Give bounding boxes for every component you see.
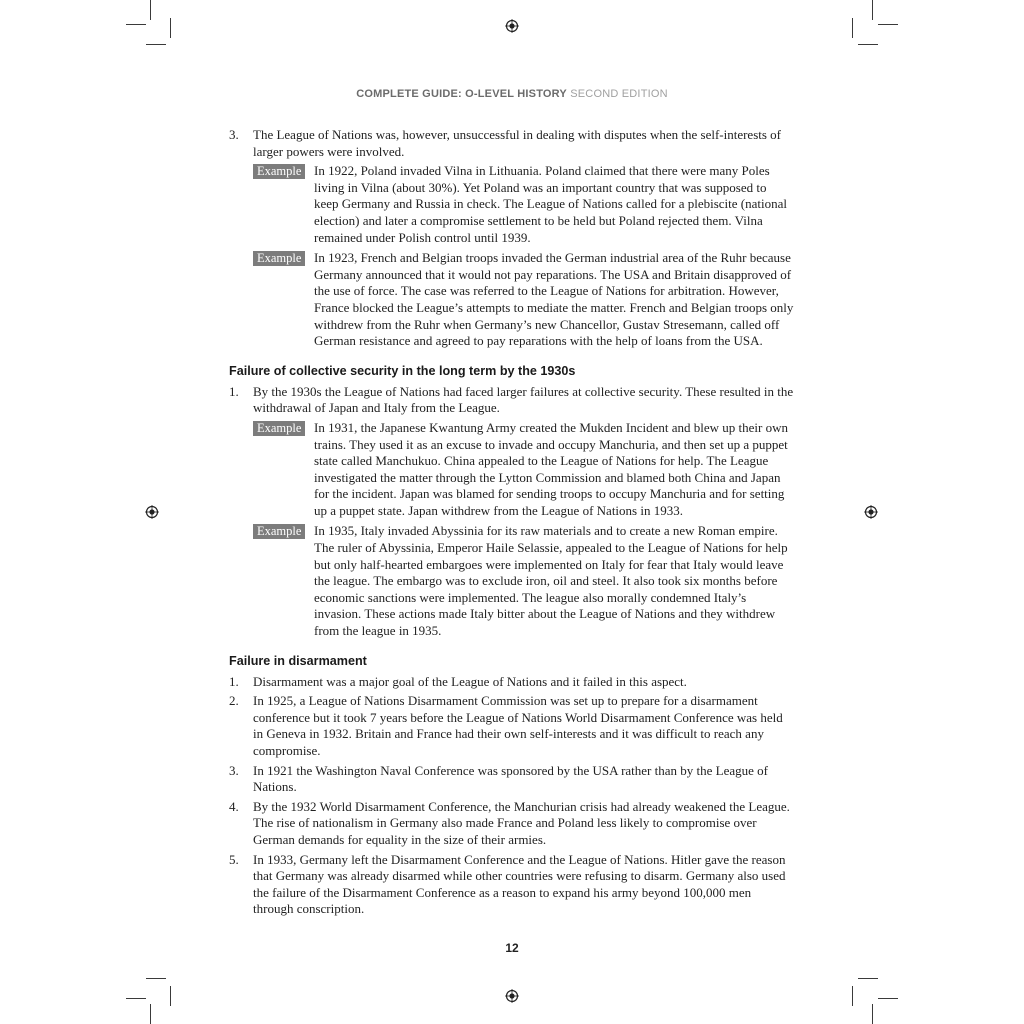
page-body [229,127,794,921]
list-item-text: In 1921 the Washington Naval Conference was sponsored by the USA rather than by the League of Nations. [253,762,768,795]
list-number: 2. [229,693,239,709]
registration-mark-icon [505,19,519,33]
registration-mark-icon [145,505,159,519]
crop-mark [872,0,873,20]
crop-mark [878,24,898,25]
example-text: In 1935, Italy invaded Abyssinia for its raw materials and to create a new Roman empire. The ruler of Abyssinia, Emperor Haile Selassie, appealed to the League of Nations for help but only half-hearted embargoes were implemented on Italy for fear that Italy would leave the league. The embargo was to exclude iron, oil and steel. It also took six months before economic sanctions were implemented. The league also morally condemned Italy’s invasion. These actions made Italy bitter about the League of Nations and they withdrew from the league in 1935. [314,523,788,639]
registration-mark-icon [864,505,878,519]
example-label: Example [253,421,305,436]
crop-mark [852,986,853,1006]
crop-mark [858,44,878,45]
list-item [229,674,794,691]
list-item [229,799,794,849]
crop-mark [146,44,166,45]
list-number: 1. [229,673,239,689]
list-item-text: In 1925, a League of Nations Disarmament Commission was set up to prepare for a disarmament conference but it took 7 years before the League of Nations World Disarmament Conference was held in Geneva in 1932. Britain and France had their own self-interests and it was difficult to reach any compromise. [253,693,783,758]
example-block [253,420,794,520]
example-block [253,163,794,246]
running-header [0,88,1024,100]
header-edition: SECOND EDITION [570,88,668,100]
crop-mark [150,0,151,20]
crop-mark [858,978,878,979]
crop-mark [872,1004,873,1024]
list-item-text: In 1933, Germany left the Disarmament Conference and the League of Nations. Hitler gave the reason that Germany was already disarmed while other countries were refusing to disarm. Germany also used the failure of the Disarmament Conference as a reason to expand his army beyond 100,000 men through conscription. [253,851,786,917]
crop-mark [126,998,146,999]
list-number: 1. [229,383,239,399]
example-text: In 1931, the Japanese Kwantung Army created the Mukden Incident and blew up their own trains. They used it as an excuse to invade and occupy Manchuria, and then set up a puppet state called Manchukuo. China appealed to the League of Nations for help. The League investigated the matter through the Lytton Commission and blamed both China and Japan for the incident. Japan was blamed for sending troops to occupy Manchuria and for setting up a puppet state. Japan withdrew from the League of Nations in 1933. [314,419,789,518]
example-label: Example [253,524,305,539]
crop-mark [126,24,146,25]
list-number: 3. [229,762,239,778]
example-label: Example [253,251,305,266]
list-item-text: By the 1932 World Disarmament Conference, the Manchurian crisis had already weakened the League. The rise of nationalism in Germany also made France and Poland less likely to compromise over German demands for equality in the size of their armies. [253,798,790,847]
example-text: In 1923, French and Belgian troops invaded the German industrial area of the Ruhr because Germany announced that it would not pay reparations. The USA and Britain disapproved of the use of force. The case was referred to the League of Nations for arbitration. However, France blocked the League’s attempts to mediate the matter. French and Belgian troops only withdrew from the Ruhr when Germany’s new Chancellor, Gustav Stresemann, called off German resistance and agreed to pay reparations with the help of loans from the USA. [314,250,794,349]
section-heading: Failure of collective security in the long term by the 1930s [229,363,576,378]
registration-mark-icon [505,989,519,1003]
list-number: 5. [229,851,239,867]
crop-mark [878,998,898,999]
example-block [253,250,794,350]
list-item [229,384,794,640]
list-item [229,127,794,350]
list-item-text: By the 1930s the League of Nations had faced larger failures at collective security. These resulted in the withdrawal of Japan and Italy from the League. [253,383,794,416]
list-number: 4. [229,798,239,814]
list-item [229,852,794,918]
example-block [253,523,794,639]
list-item [229,763,794,796]
crop-mark [150,1004,151,1024]
page-number: 12 [505,941,519,955]
crop-mark [146,978,166,979]
crop-mark [170,986,171,1006]
example-text: In 1922, Poland invaded Vilna in Lithuania. Poland claimed that there were many Poles living in Vilna (about 30%). Yet Poland was an important country that was supposed to keep Germany and Russia in check. The League of Nations called for a plebiscite (national election) and later a compromise settlement to be held but Poland rejected them. Vilna remained under Polish control until 1939. [314,163,788,245]
list-item-text: Disarmament was a major goal of the League of Nations and it failed in this aspect. [253,673,687,689]
list-item-text: The League of Nations was, however, unsuccessful in dealing with disputes when the self-interests of larger powers were involved. [253,127,782,159]
crop-mark [170,18,171,38]
list-item [229,693,794,759]
crop-mark [852,18,853,38]
section-heading: Failure in disarmament [229,653,367,668]
header-title: COMPLETE GUIDE: O-LEVEL HISTORY [356,88,567,100]
example-label: Example [253,164,305,179]
list-number: 3. [229,127,239,142]
